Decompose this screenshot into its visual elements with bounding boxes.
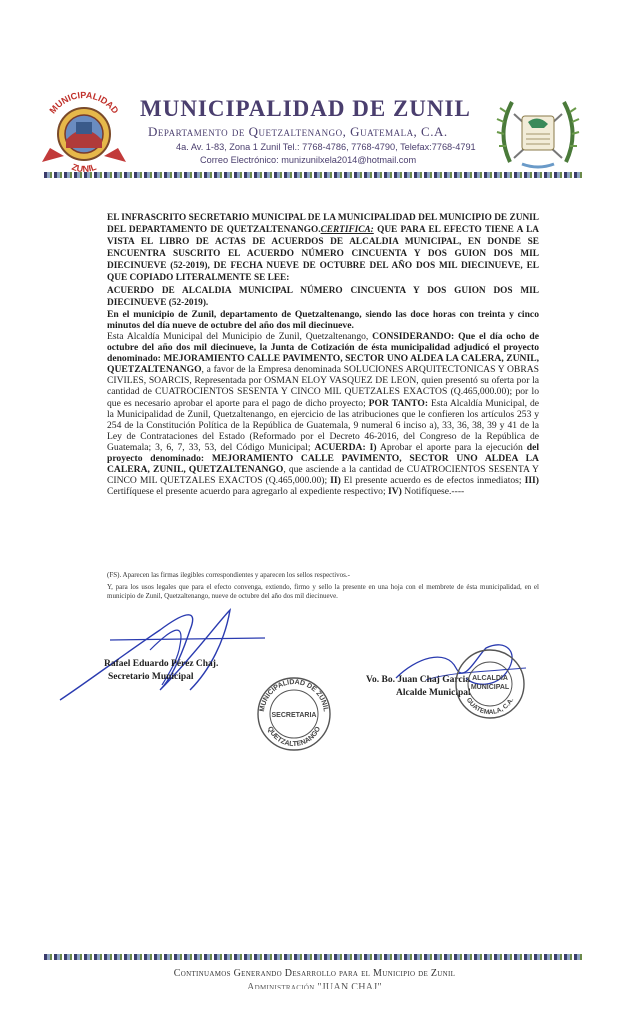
document-body	[107, 212, 539, 497]
paragraph-6: El presente acuerdo es de efectos inmediatos;	[340, 475, 525, 487]
paragraph-3: Esta Alcaldía Municipal, de la Municipalidad de Zunil, Quetzaltenango, en ejercicio de las atribuciones que le confieren los artículos 253 y 254 de la Constitución Política de la República de Guatemala, 9 numeral 6 inciso a), 33, 36, 38, 39 y 41 de la Ley de Contrataciones del Estado (Reformado por el Decreto 46-2016, del Congreso de la República de Guatemala; 3, 6, 7, 33, 53, del Código Municipal;	[107, 397, 540, 453]
signatures-note: (FS). Aparecen las firmas ilegibles correspondientes y aparecen los sellos respectivos.-	[107, 571, 350, 579]
municipal-seal-logo	[36, 90, 132, 172]
project-name-1: MEJORAMIENTO CALLE PAVIMENTO, SECTOR UNO ALDEA LA CALERA, ZUNIL, QUETZALTENANGO	[107, 353, 539, 376]
paragraph-4: Aprobar el aporte para la ejecución	[376, 441, 527, 453]
paragraph-8: Notifíquese.----	[401, 486, 465, 498]
paragraph-5: , que asciende a la cantidad de CUATROCIENTOS SESENTA Y CINCO MIL QUETZALES EXACTOS (Q.465,000.00);	[107, 464, 539, 487]
seal-bottom-text: ZUNIL	[70, 161, 98, 172]
paragraph-2: , a favor de la Empresa denominada SOLUCIONES ARQUITECTONICAS Y OBRAS CIVILES, SOARCIS, Representada por OSMAN ELOY VASQUEZ DE LEON, quien presentó su oferta por la cantidad de CUATROCIENTOS SESENTA Y CINCO MIL QUETZALES EXACTOS (Q.465,000.00); por lo que es necesario aprobar el aporte para el pago de dicho proyecto;	[107, 364, 539, 409]
por-tanto-label: POR TANTO:	[368, 397, 429, 409]
mayor-name: Vo. Bo. Juan Chaj Garcia	[366, 675, 470, 685]
address-line: 4a. Av. 1-83, Zona 1 Zunil Tel.: 7768-4786, 7768-4790, Telefax:7768-4791	[176, 142, 476, 152]
paragraph-1: Esta Alcaldía Municipal del Municipio de Zunil, Quetzaltenango,	[107, 330, 373, 342]
paragraph-7: Certifíquese el presente acuerdo para agregarlo al expediente respectivo;	[107, 486, 389, 498]
footer-slogan: Continuamos Generando Desarrollo para el Municipio de Zunil	[173, 968, 456, 979]
coat-of-arms-emblem	[492, 92, 584, 172]
alcaldia-stamp-center-2: MUNICIPAL	[470, 684, 510, 691]
secretary-title: Secretario Municipal	[108, 672, 194, 682]
secretaria-stamp	[254, 674, 334, 754]
point-ii-label: II)	[330, 475, 341, 487]
svg-text:MUNICIPALIDAD DE ZUNIL	[259, 679, 329, 713]
alcaldia-stamp-ring-text: GUATEMALA, C.A.	[464, 696, 516, 717]
acuerdo-title: ACUERDO DE ALCALDIA MUNICIPAL NÚMERO CINCUENTA Y DOS GUION DOS MIL DIECINUEVE (52-2019).	[107, 285, 539, 308]
footer-administration: Administración "JUAN CHAJ"	[247, 982, 382, 989]
project-name-2: MEJORAMIENTO CALLE PAVIMENTO, SECTOR UNO ALDEA LA CALERA, ZUNIL, QUETZALTENANGO	[107, 452, 539, 476]
email-line: Correo Electrónico: munizunilxela2014@hotmail.com	[200, 155, 417, 165]
alcaldia-stamp	[452, 646, 528, 722]
secretary-signature	[50, 590, 280, 720]
certifica-label: CERTIFICA:	[320, 225, 374, 236]
place-and-time: En el municipio de Zunil, departamento de Quetzaltenango, siendo las doce horas con treinta y cinco minutos del día nueve de octubre del año dos mil diecinueve.	[107, 308, 539, 331]
stamp-ring-bottom-text: QUETZALTENANGO	[265, 725, 323, 749]
stamp-center-text: SECRETARIA	[271, 712, 317, 719]
seal-top-text: MUNICIPALIDAD	[47, 90, 121, 116]
footer-ornament-divider	[44, 954, 584, 960]
del-proyecto-label: del proyecto denominado:	[107, 441, 540, 464]
considerando-clause: CONSIDERANDO: Que el día ocho de octubre del año dos mil diecinueve, la Junta de Cotización de ésta municipalidad adjudicó el proyecto denominado:	[107, 330, 539, 365]
stamp-ring-top-text: MUNICIPALIDAD DE ZUNIL	[259, 678, 329, 713]
department-subtitle: Departamento de Quetzaltenango, Guatemala, C.A.	[148, 124, 448, 139]
secretary-name: Rafael Eduardo Pérez Chaj.	[104, 659, 219, 669]
acuerda-label: ACUERDA: I)	[314, 441, 377, 453]
mayor-title: Alcalde Municipal	[396, 688, 471, 698]
header-ornament-divider	[44, 172, 584, 178]
intro-text-continued: QUE PARA EL EFECTO TIENE A LA VISTA EL LIBRO DE ACTAS DE ACUERDOS DE ALCALDIA MUNICIPAL, EN DONDE SE ENCUENTRA SUSCRITO EL ACUERDO NÚMERO CINCUENTA Y DOS GUION DOS MIL DIECINUEVE (52-2019), DE FECHA NUEVE DE OCTUBRE DEL AÑO DOS MIL DIECINUEVE, EL QUE COPIADO LITERALMENTE SE LEE:	[107, 225, 539, 284]
alcaldia-stamp-center-1: ALCALDIA	[472, 675, 508, 682]
page-title: MUNICIPALIDAD DE ZUNIL	[140, 96, 471, 121]
svg-text:ZUNIL	[70, 162, 98, 172]
closing-statement: Y, para los usos legales que para el efecto convenga, extiendo, firmo y sello la presente en una hoja con el membrete de ésta municipalidad, en el municipio de Zunil, Quetzaltenango, nueve de octubre del año dos mil diecinueve.	[107, 583, 539, 600]
point-iv-label: IV)	[388, 486, 402, 498]
intro-text: EL INFRASCRITO SECRETARIO MUNICIPAL DE LA MUNICIPALIDAD DEL MUNICIPIO DE ZUNIL DEL DEPARTAMENTO DE QUETZALTENANGO.	[107, 213, 539, 236]
point-iii-label: III)	[524, 475, 539, 487]
